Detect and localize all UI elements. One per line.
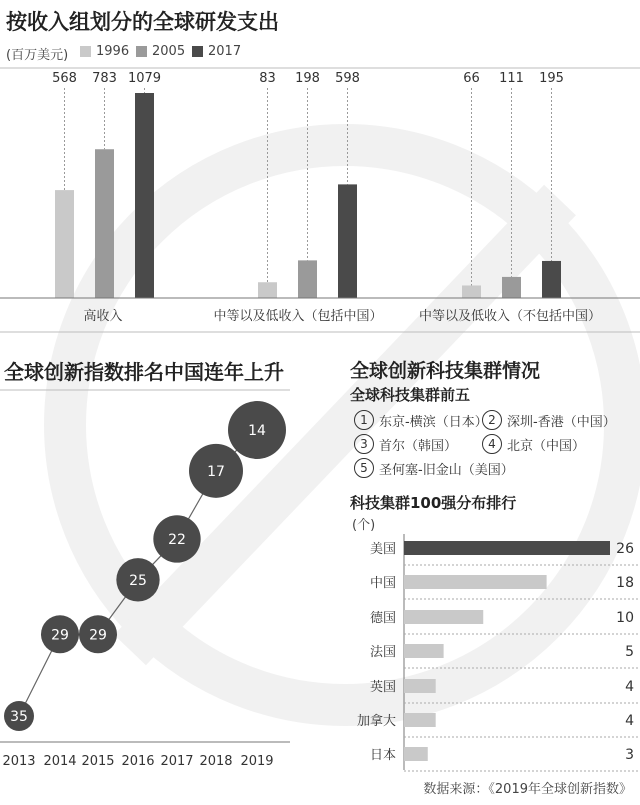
rank-number: 1: [354, 410, 374, 430]
country-label: 日本: [369, 748, 396, 763]
cluster-name: 北京（中国）: [507, 438, 586, 454]
year-tick-label: 2013: [2, 754, 36, 769]
top5-item-5: [354, 458, 514, 478]
legend-item-1996: [80, 44, 129, 59]
top5-item-2: [482, 410, 616, 430]
rank-chart: [0, 385, 300, 805]
rank-value-label: 22: [168, 531, 186, 548]
top5-item-3: [354, 434, 457, 454]
bar-2017: [338, 184, 357, 298]
hbar-value-label: 4: [625, 713, 634, 729]
category-label: 中等以及低收入（包括中国）: [213, 309, 383, 324]
unit-label: (百万美元): [6, 48, 69, 63]
top5-item-4: [482, 434, 585, 454]
rank-number: 3: [354, 434, 374, 454]
year-tick-label: 2015: [81, 754, 115, 769]
distribution-title: 科技集群100强分布排行: [350, 494, 517, 512]
bar-2005: [95, 149, 114, 298]
bar-1996: [258, 282, 277, 298]
top5-item-1: [354, 410, 488, 430]
year-tick-label: 2014: [43, 754, 77, 769]
rank-chart-title: 全球创新指数排名中国连年上升: [4, 360, 284, 384]
cluster-section-title: 全球创新科技集群情况: [350, 360, 541, 382]
bar-value-label: 598: [335, 71, 360, 86]
year-tick-label: 2018: [199, 754, 233, 769]
cluster-name: 首尔（韩国）: [379, 438, 458, 454]
hbar-value-label: 3: [625, 747, 634, 763]
bar-value-label: 66: [463, 71, 480, 86]
bar-value-label: 111: [499, 71, 524, 86]
bar-value-label: 568: [52, 71, 77, 86]
rank-value-label: 25: [129, 572, 147, 589]
bar-1996: [462, 285, 481, 298]
hbar-value-label: 5: [625, 644, 634, 660]
country-label: 美国: [369, 542, 396, 557]
country-label: 法国: [369, 645, 396, 660]
rank-value-label: 29: [51, 627, 69, 644]
legend-label: 2017: [208, 44, 242, 59]
hbar-value-label: 26: [616, 541, 634, 557]
legend-item-2005: [136, 44, 185, 59]
hbar: [404, 610, 483, 624]
rank-value-label: 29: [89, 627, 107, 644]
bar-value-label: 1079: [127, 71, 162, 86]
rd-spending-chart: [0, 60, 640, 340]
hbar: [404, 541, 610, 555]
legend-swatch: [80, 46, 91, 57]
hbar: [404, 679, 436, 693]
country-label: 英国: [369, 680, 396, 695]
rank-value-label: 14: [248, 423, 266, 439]
hbar: [404, 747, 428, 761]
bar-value-label: 195: [539, 71, 564, 86]
bar-2017: [542, 261, 561, 298]
hbar: [404, 575, 547, 589]
legend-label: 2005: [152, 44, 186, 59]
legend-swatch: [192, 46, 203, 57]
year-tick-label: 2017: [160, 754, 194, 769]
hbar-value-label: 18: [616, 575, 634, 591]
legend-item-2017: [192, 44, 241, 59]
main-title: 按收入组划分的全球研发支出: [6, 10, 279, 34]
bar-2005: [502, 277, 521, 298]
cluster-name: 圣何塞-旧金山（美国）: [379, 462, 514, 478]
cluster-distribution-chart: [340, 530, 640, 775]
cluster-name: 深圳-香港（中国）: [507, 414, 616, 430]
hbar-value-label: 4: [625, 679, 634, 695]
country-label: 加拿大: [356, 714, 396, 729]
bar-value-label: 83: [259, 71, 276, 86]
year-tick-label: 2016: [121, 754, 155, 769]
bar-2017: [135, 93, 154, 298]
bar-2005: [298, 260, 317, 298]
legend-label: 1996: [96, 44, 130, 59]
hbar: [404, 713, 436, 727]
country-label: 德国: [369, 611, 396, 626]
rank-number: 4: [482, 434, 502, 454]
category-label: 高收入: [83, 309, 123, 324]
country-label: 中国: [369, 576, 396, 591]
distribution-unit: (个): [352, 518, 376, 533]
rank-number: 2: [482, 410, 502, 430]
rank-value-label: 35: [10, 709, 28, 725]
bar-value-label: 783: [92, 71, 117, 86]
bar-1996: [55, 190, 74, 298]
hbar: [404, 644, 444, 658]
rank-value-label: 17: [207, 463, 225, 480]
hbar-value-label: 10: [616, 610, 634, 626]
rank-number: 5: [354, 458, 374, 478]
cluster-name: 东京-横滨（日本）: [379, 414, 488, 430]
bar-value-label: 198: [295, 71, 320, 86]
legend-swatch: [136, 46, 147, 57]
top5-title: 全球科技集群前五: [350, 386, 471, 404]
year-tick-label: 2019: [240, 754, 274, 769]
category-label: 中等以及低收入（不包括中国）: [418, 309, 602, 324]
source-note: 数据来源：《2019年全球创新指数》: [423, 782, 632, 797]
